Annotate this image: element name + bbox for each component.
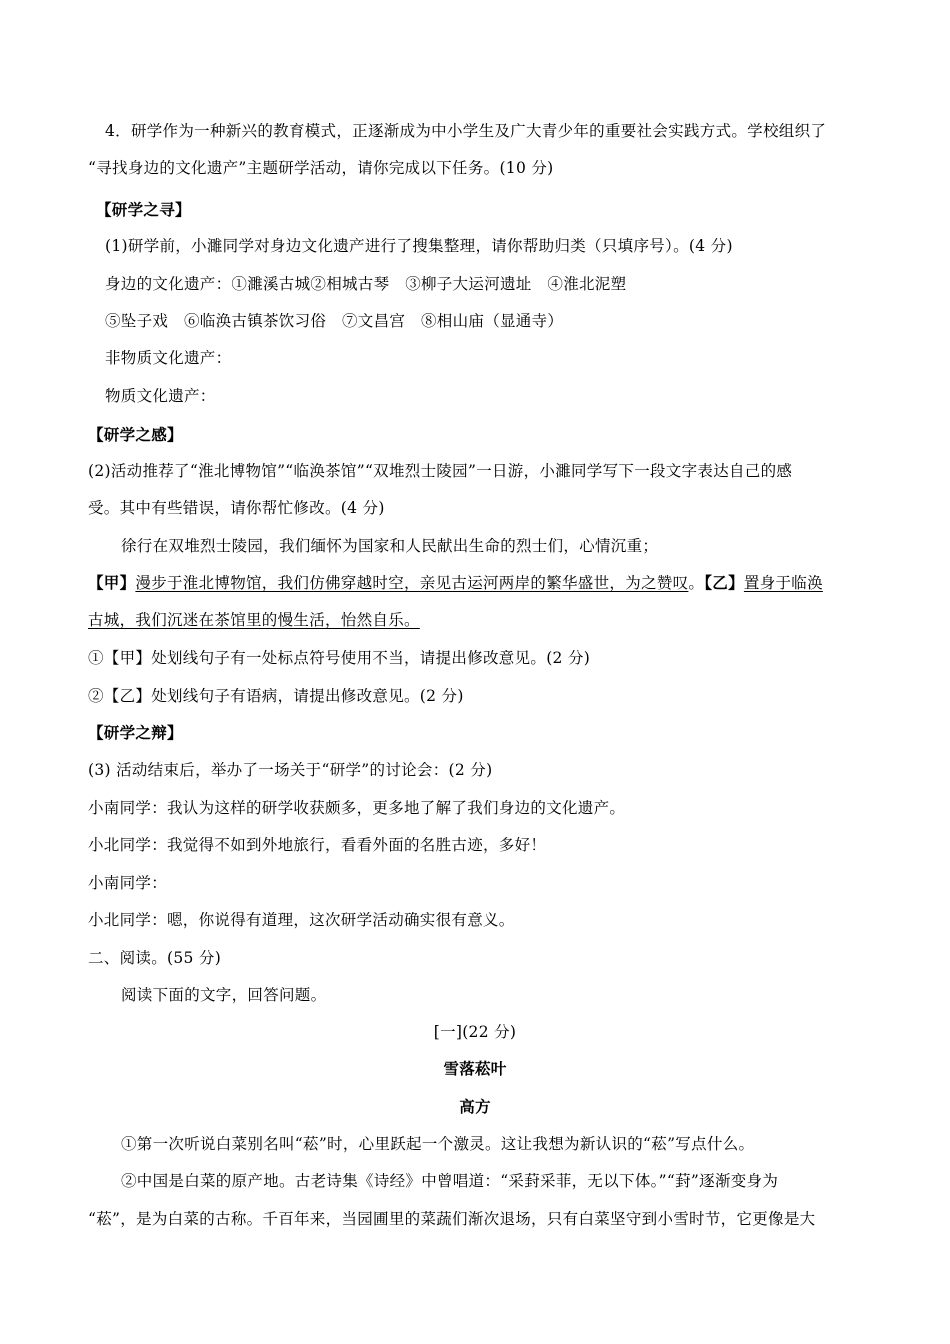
yi-underlined-sentence-part1: 置身于临涣 [743,574,823,592]
passage-line2 [88,572,823,594]
sub-question-2: ②【乙】处划线句子有语病，请提出修改意见。(2 分) [88,687,464,705]
section-title-search: 【研学之寻】 [96,200,191,219]
passage-line1: 徐行在双堆烈士陵园，我们缅怀为国家和人民献出生命的烈士们，心情沉重； [121,537,659,555]
article-paragraph-2-line1: ②中国是白菜的原产地。古老诗集《诗经》中曾唱道：“采葑采菲，无以下体。”“葑”逐渐变身为 [121,1172,779,1190]
heritage-list-line1: 身边的文化遗产：①濉溪古城②相城古琴 ③柳子大运河遗址 ④淮北泥塑 [105,275,627,293]
article-title: 雪落菘叶 [443,1059,507,1078]
dialog-line-4: 小北同学：嗯，你说得有道理，这次研学活动确实很有意义。 [88,911,515,929]
reading-instruction: 阅读下面的文字，回答问题。 [121,986,327,1004]
article-paragraph-2-line2: “菘”，是为白菜的古称。千百年来，当园圃里的菜蔬们渐次退场，只有白菜坚守到小雪时节，它更像是大 [88,1210,816,1228]
intangible-heritage-label: 非物质文化遗产： [105,349,232,367]
reading-section-label: [一](22 分) [433,1023,517,1041]
q1-prompt: (1)研学前，小濉同学对身边文化遗产进行了搜集整理，请你帮助归类（只填序号）。(4 分) [105,237,733,255]
yi-underlined-sentence-part2: 古城，我们沉迷在茶馆里的慢生活，怡然自乐。 [88,611,420,629]
q2-prompt-line2: 受。其中有些错误，请你帮忙修改。(4 分) [88,499,385,517]
q2-prompt-line1: (2)活动推荐了“淮北博物馆”“临涣茶馆”“双堆烈士陵园”一日游，小濉同学写下一段文字表达自己的感 [88,462,793,480]
article-paragraph-1: ①第一次听说白菜别名叫“菘”时，心里跃起一个激灵。这让我想为新认识的“菘”写点什么。 [121,1135,755,1153]
section-title-feel: 【研学之感】 [88,425,183,444]
q3-prompt: (3) 活动结束后，举办了一场关于“研学”的讨论会：(2 分) [88,761,493,779]
dialog-line-2: 小北同学：我觉得不如到外地旅行，看看外面的名胜古迹，多好！ [88,836,547,854]
sub-question-1: ①【甲】处划线句子有一处标点符号使用不当，请提出修改意见。(2 分) [88,649,591,667]
yi-marker: 【乙】 [704,573,744,592]
part2-heading: 二、阅读。(55 分) [88,949,222,967]
q4-intro-line1: 4．研学作为一种新兴的教育模式，正逐渐成为中小学生及广大青少年的重要社会实践方式。学校组织了 [105,122,827,140]
section-title-debate: 【研学之辩】 [88,723,183,742]
tangible-heritage-label: 物质文化遗产： [105,387,216,405]
jia-underlined-sentence: 漫步于淮北博物馆，我们仿佛穿越时空，亲见古运河两岸的繁华盛世，为之赞叹 [135,574,689,592]
jia-marker: 【甲】 [88,573,136,592]
dialog-line-1: 小南同学：我认为这样的研学收获颇多，更多地了解了我们身边的文化遗产。 [88,799,626,817]
article-author: 高方 [459,1097,491,1116]
dialog-line-3: 小南同学： [88,874,168,892]
q4-intro-line2: “寻找身边的文化遗产”主题研学活动，请你完成以下任务。(10 分) [88,159,554,177]
heritage-list-line2: ⑤坠子戏 ⑥临涣古镇茶饮习俗 ⑦文昌宫 ⑧相山庙（显通寺） [105,312,564,330]
jia-end-punctuation: 。 [688,574,705,592]
